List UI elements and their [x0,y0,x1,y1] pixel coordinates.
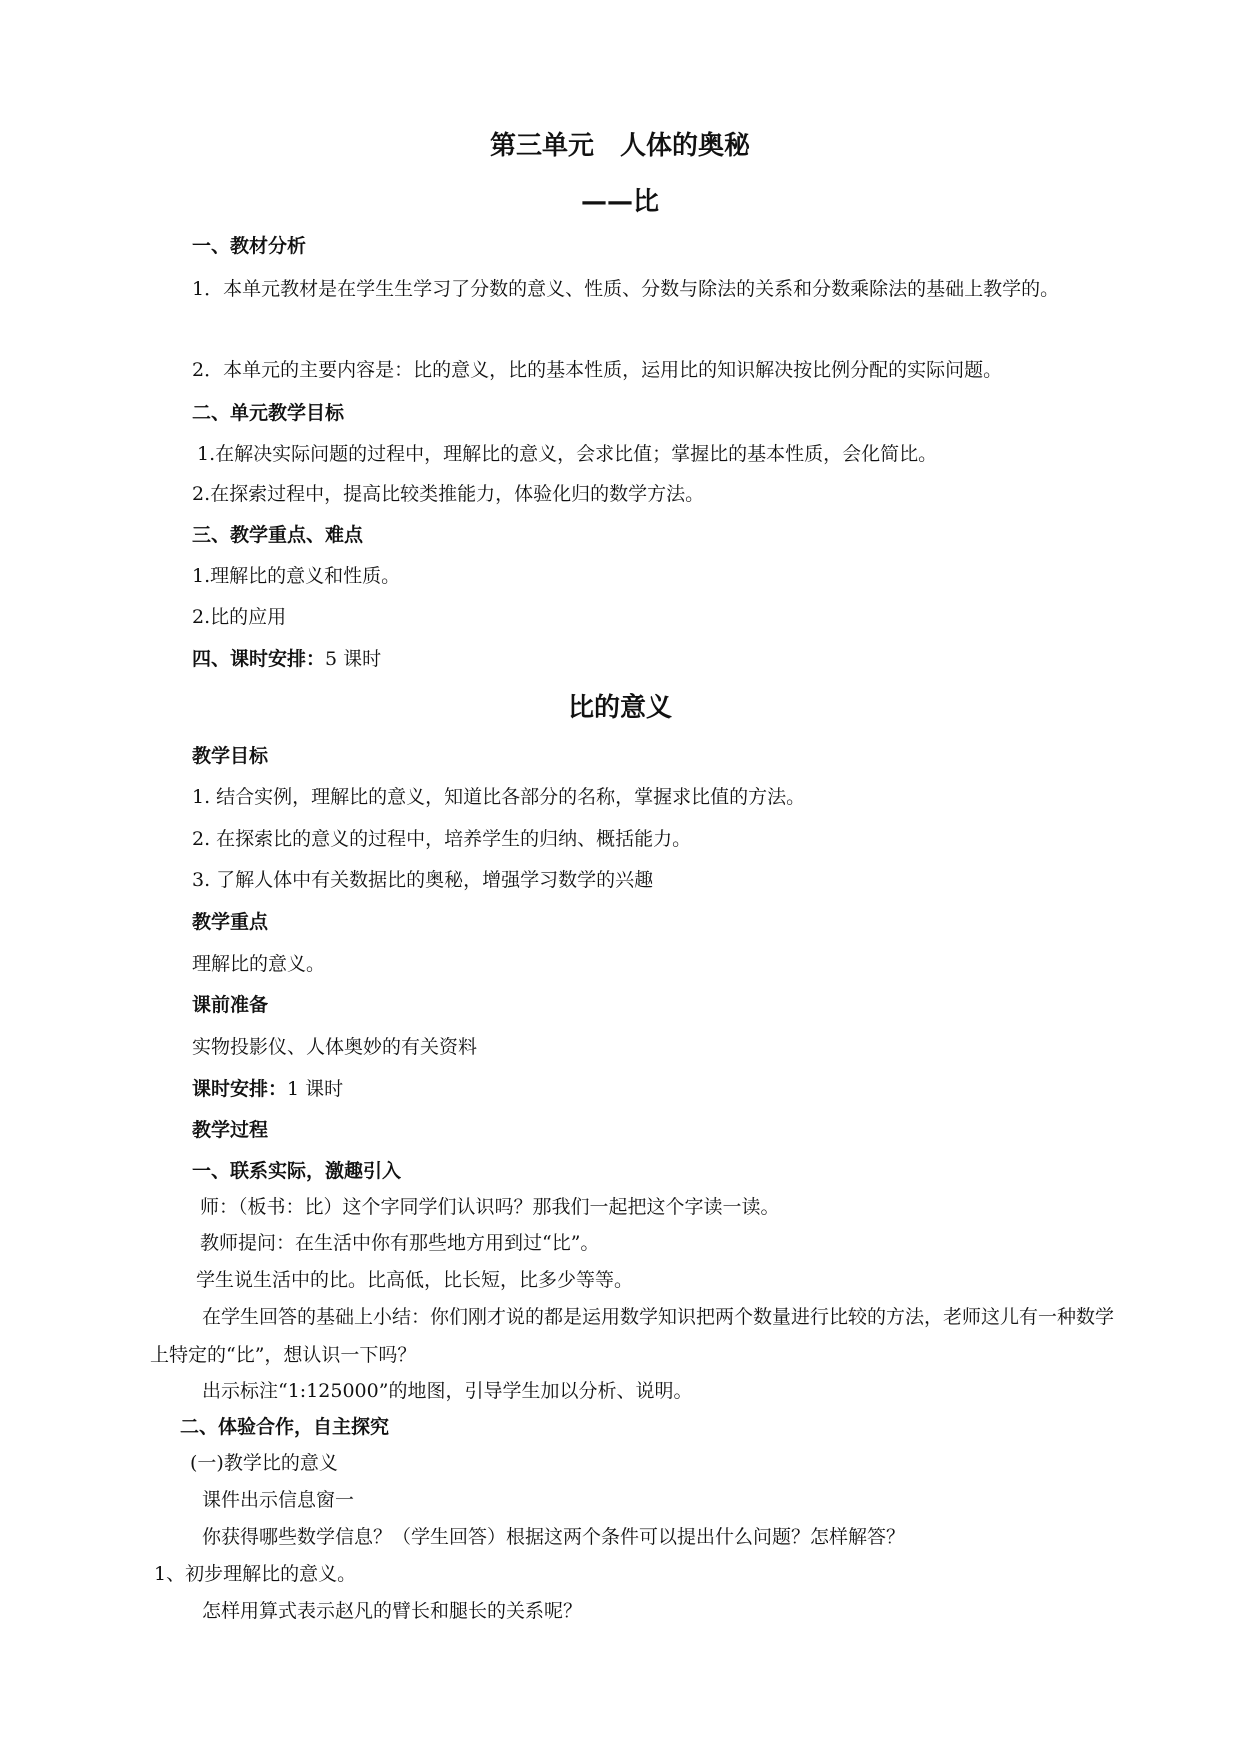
part1-heading: 一、联系实际，激趣引入 [192,1160,402,1182]
lesson-goal-3: 3. 了解人体中有关数据比的奥秘，增强学习数学的兴趣 [192,869,654,891]
lesson-goal-1: 1. 结合实例，理解比的意义，知道比各部分的名称，掌握求比值的方法。 [192,786,806,808]
part2-subheading: (一)教学比的意义 [190,1452,338,1474]
schedule-heading: 四、课时安排： [192,648,326,670]
unit-subtitle: ——比 [580,187,659,217]
unit-goal-1: 1.在解决实际问题的过程中，理解比的意义，会求比值；掌握比的基本性质，会化简比。 [197,443,938,465]
lesson-hours-value: 1 课时 [287,1078,344,1100]
section-heading-key-points: 三、教学重点、难点 [192,524,364,546]
section-heading-analysis: 一、教材分析 [192,235,307,257]
lesson-hours-heading: 课时安排： [192,1078,288,1100]
part2-line-4: 怎样用算式表示赵凡的臂长和腿长的关系呢？ [202,1600,583,1622]
process-heading: 教学过程 [192,1119,269,1141]
lesson-prep: 实物投影仪、人体奥妙的有关资料 [192,1036,478,1058]
part2-line-2: 你获得哪些数学信息？（学生回答）根据这两个条件可以提出什么问题？怎样解答？ [202,1526,906,1548]
part1-line-2: 教师提问：在生活中你有那些地方用到过“比”。 [200,1232,600,1254]
unit-goal-2: 2.在探索过程中，提高比较类推能力，体验化归的数学方法。 [192,483,705,505]
schedule-line [192,644,381,673]
part2-heading: 二、体验合作，自主探究 [180,1416,390,1438]
part1-line-4: 在学生回答的基础上小结：你们刚才说的都是运用数学知识把两个数量进行比较的方法，老师这儿有一种数学上特定的“比”，想认识一下吗？ [150,1306,1115,1366]
lesson-focus-heading: 教学重点 [192,911,269,933]
part2-line-1: 课件出示信息窗一 [202,1489,355,1511]
schedule-value: 5 课时 [325,648,382,670]
lesson-title: 比的意义 [567,693,672,723]
key-point-2: 2.比的应用 [192,606,287,628]
lesson-hours-line [192,1074,343,1103]
part2-line-3: 1、初步理解比的意义。 [154,1563,357,1585]
key-point-1: 1.理解比的意义和性质。 [192,565,401,587]
lesson-goal-2: 2. 在探索比的意义的过程中，培养学生的归纳、概括能力。 [192,828,692,850]
lesson-focus: 理解比的意义。 [192,953,326,975]
part1-line-3: 学生说生活中的比。比高低，比长短，比多少等等。 [196,1269,634,1291]
section-heading-goals: 二、单元教学目标 [192,402,345,424]
lesson-goals-heading: 教学目标 [192,745,269,767]
part1-line-1: 师：（板书：比）这个字同学们认识吗？那我们一起把这个字读一读。 [200,1196,780,1218]
unit-title: 第三单元 人体的奥秘 [489,131,750,161]
analysis-paragraph-2: 2．本单元的主要内容是：比的意义，比的基本性质，运用比的知识解决按比例分配的实际问题。 [192,359,1003,381]
lesson-prep-heading: 课前准备 [192,994,269,1016]
part1-line-5: 出示标注“1:125000”的地图，引导学生加以分析、说明。 [202,1380,693,1402]
analysis-paragraph-1: 1．本单元教材是在学生生学习了分数的意义、性质、分数与除法的关系和分数乘除法的基础上教学的。 [192,278,1060,300]
